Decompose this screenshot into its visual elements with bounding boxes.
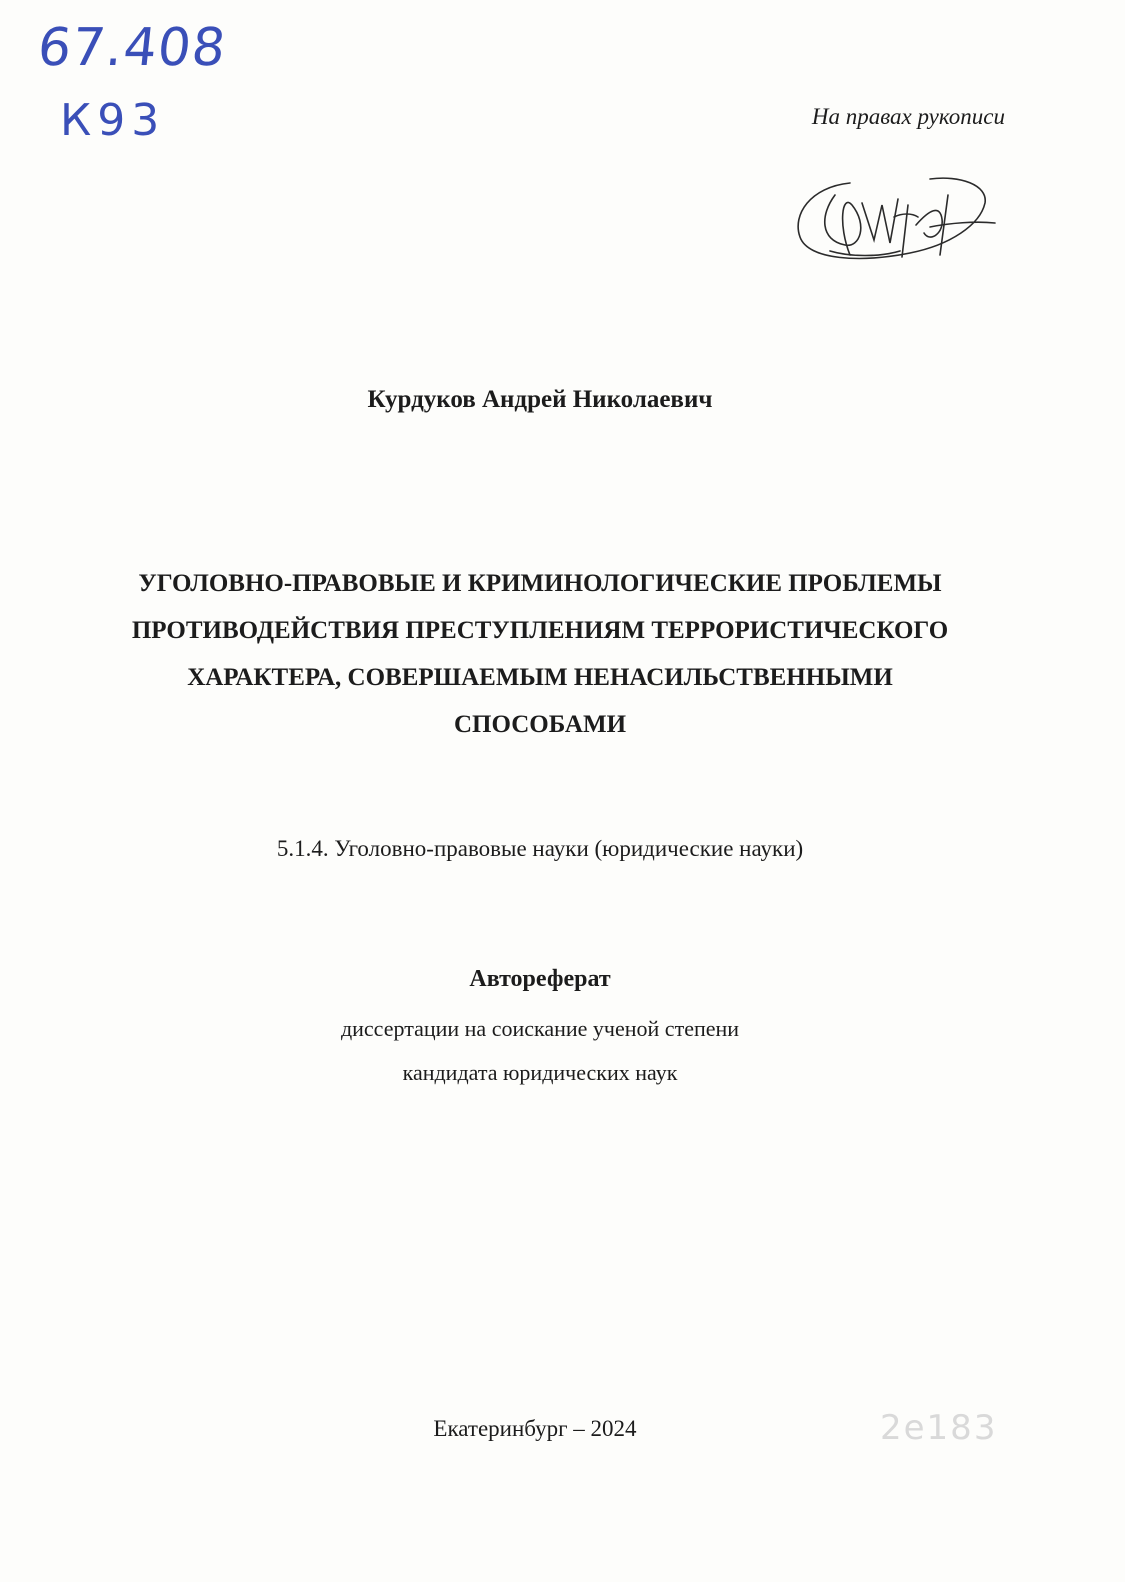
dissertation-title <box>80 560 1000 748</box>
handwritten-author-mark: К93 <box>60 95 166 146</box>
degree-line: диссертации на соискание ученой степени <box>340 1016 740 1041</box>
title-line: ПРОТИВОДЕЙСТВИЯ ПРЕСТУПЛЕНИЯМ ТЕРРОРИСТИЧЕСКОГО <box>131 617 949 644</box>
author-name: Курдуков Андрей Николаевич <box>367 386 713 413</box>
title-line: УГОЛОВНО-ПРАВОВЫЕ И КРИМИНОЛОГИЧЕСКИЕ ПРОБЛЕМЫ <box>138 570 942 597</box>
faint-pencil-number: 2е183 <box>880 1408 998 1448</box>
city-year: Екатеринбург – 2024 <box>433 1416 637 1441</box>
title-line: ХАРАКТЕРА, СОВЕРШАЕМЫМ НЕНАСИЛЬСТВЕННЫМИ <box>187 664 893 691</box>
degree-line: кандидата юридических наук <box>402 1060 678 1085</box>
author-signature <box>790 165 1000 275</box>
rights-note: На правах рукописи <box>811 104 1005 129</box>
document-genre: Автореферат <box>469 966 611 992</box>
specialty-code: 5.1.4. Уголовно-правовые науки (юридические науки) <box>276 836 804 861</box>
title-line: СПОСОБАМИ <box>453 711 627 738</box>
handwritten-library-code: 67.408 <box>34 18 230 78</box>
